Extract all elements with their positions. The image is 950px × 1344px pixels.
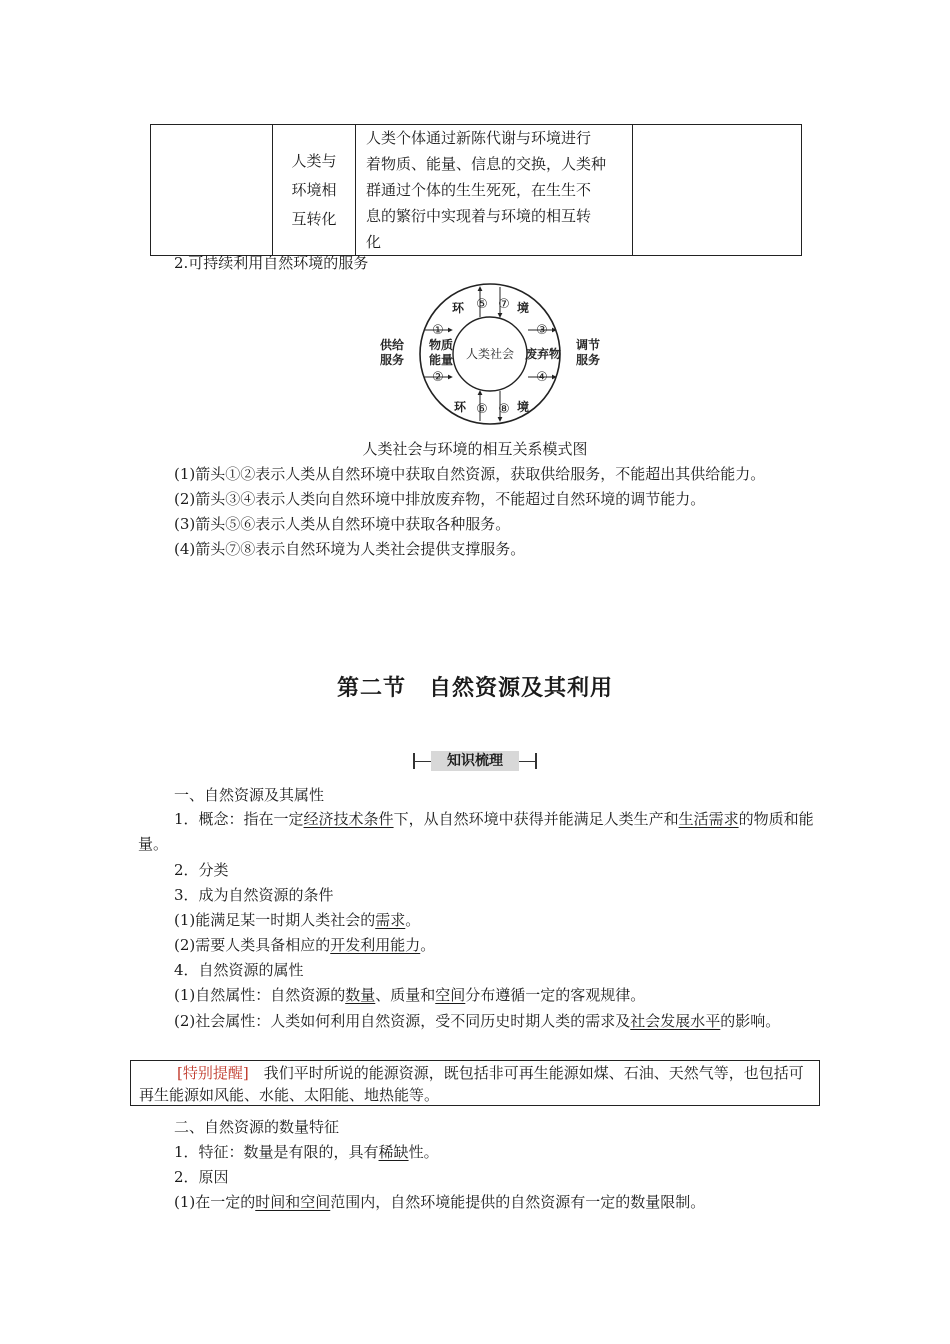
arrow-note-2: (2)箭头③④表示人类向自然环境中排放废弃物，不能超过自然环境的调节能力。 xyxy=(174,490,706,508)
sub-heading-services: 2.可持续利用自然环境的服务 xyxy=(174,254,369,272)
feature-line xyxy=(174,1141,439,1162)
table-cell-empty-left xyxy=(151,125,273,256)
center-label: 人类社会 xyxy=(465,347,515,361)
diagram-caption: 人类社会与环境的相互关系模式图 xyxy=(362,440,588,458)
table-cell-description xyxy=(356,125,633,256)
description-line: 着物质、能量、信息的交换，人类种 xyxy=(366,155,607,173)
description-line: 人类个体通过新陈代谢与环境进行 xyxy=(366,129,592,147)
arrow-num-2: ② xyxy=(432,370,444,385)
relation-diagram xyxy=(380,282,600,432)
attributes-heading: 4．自然资源的属性 xyxy=(174,961,304,979)
bottom-left-char: 环 xyxy=(453,400,467,414)
text: (2)需要人类具备相应的 xyxy=(174,936,331,954)
supply-label-2: 服务 xyxy=(380,353,405,367)
section-title: 第二节 自然资源及其利用 xyxy=(336,676,613,701)
text: 下，从自然环境中获得并能满足人类生产和 xyxy=(393,810,679,828)
topic-line: 人类与 xyxy=(291,151,337,170)
bottom-right-char: 境 xyxy=(516,400,530,414)
arrow-num-1: ① xyxy=(432,323,444,338)
regulate-label-1: 调节 xyxy=(575,338,600,352)
underlined-term: 需求 xyxy=(375,911,406,929)
underlined-term: 开发利用能力 xyxy=(330,936,421,954)
topic-line: 环境相 xyxy=(291,180,337,199)
heading-2: 二、自然资源的数量特征 xyxy=(174,1118,340,1136)
underlined-term: 经济技术条件 xyxy=(303,810,394,828)
reason-1 xyxy=(174,1191,705,1212)
top-right-char: 境 xyxy=(516,301,530,315)
regulate-label-2: 服务 xyxy=(575,353,600,367)
underlined-term: 数量 xyxy=(345,986,376,1004)
text: 的影响。 xyxy=(720,1012,781,1030)
arrow-note-4: (4)箭头⑦⑧表示自然环境为人类社会提供支撑服务。 xyxy=(174,540,526,558)
tip-label: [特别提醒] xyxy=(177,1064,249,1082)
underlined-term: 社会发展水平 xyxy=(630,1012,721,1030)
concept-paragraph xyxy=(138,807,818,857)
topic-line: 互转化 xyxy=(291,209,337,228)
underlined-term: 时间和空间 xyxy=(255,1193,331,1211)
reason-heading: 2．原因 xyxy=(174,1168,229,1186)
text: 范围内，自然环境能提供的自然资源有一定的数量限制。 xyxy=(330,1193,706,1211)
underlined-term: 稀缺 xyxy=(378,1143,409,1161)
tip-text: 我们平时所说的能源资源，既包括非可再生能源如煤、石油、天然气等，也包括可再生能源如风能、水能、太阳能、地热能等。 xyxy=(139,1064,804,1104)
knowledge-banner xyxy=(413,749,537,773)
banner-label: 知识梳理 xyxy=(431,751,519,771)
description-line: 群通过个体的生生死死，在生生不 xyxy=(366,181,592,199)
arrow-num-4: ④ xyxy=(536,370,548,385)
text: 的物质和能量。 xyxy=(138,810,814,853)
text: 。 xyxy=(405,911,421,929)
text: 分布遵循一定的客观规律。 xyxy=(465,986,646,1004)
arrow-num-6: ⑥ xyxy=(476,402,488,417)
table-cell-empty-right xyxy=(633,125,802,256)
text: 1．特征：数量是有限的，具有 xyxy=(174,1143,379,1161)
text: (1)在一定的 xyxy=(174,1193,256,1211)
top-left-char: 环 xyxy=(451,301,465,315)
condition-2 xyxy=(174,934,435,955)
arrow-num-5: ⑤ xyxy=(476,297,488,312)
attribute-social xyxy=(138,1009,818,1034)
relation-table xyxy=(150,124,802,256)
arrow-num-3: ③ xyxy=(536,323,548,338)
text: (2)社会属性：人类如何利用自然资源，受不同历史时期人类的需求及 xyxy=(174,1012,631,1030)
underlined-term: 生活需求 xyxy=(678,810,739,828)
arrow-note-3: (3)箭头⑤⑥表示人类从自然环境中获取各种服务。 xyxy=(174,515,511,533)
attribute-natural xyxy=(174,984,645,1005)
text: (1)能满足某一时期人类社会的 xyxy=(174,911,376,929)
heading-1: 一、自然资源及其属性 xyxy=(174,786,325,804)
condition-1 xyxy=(174,909,420,930)
classify-heading: 2．分类 xyxy=(174,861,229,879)
arrow-note-1: (1)箭头①②表示人类从自然环境中获取自然资源，获取供给服务，不能超出其供给能力。 xyxy=(174,465,766,483)
text: 性。 xyxy=(408,1143,439,1161)
text: (1)自然属性：自然资源的 xyxy=(174,986,346,1004)
special-tip-box xyxy=(130,1060,820,1106)
description-line: 化 xyxy=(366,233,382,251)
left-inner-1: 物质 xyxy=(428,338,454,352)
underlined-term: 空间 xyxy=(435,986,466,1004)
supply-label-1: 供给 xyxy=(380,338,405,352)
arrow-num-8: ⑧ xyxy=(498,402,510,417)
table-cell-topic xyxy=(273,125,356,256)
text: 。 xyxy=(420,936,436,954)
text: 、质量和 xyxy=(375,986,436,1004)
arrow-num-7: ⑦ xyxy=(498,297,510,312)
conditions-heading: 3．成为自然资源的条件 xyxy=(174,886,334,904)
left-inner-2: 能量 xyxy=(428,353,454,367)
right-inner: 废弃物 xyxy=(524,347,562,361)
text: 1．概念：指在一定 xyxy=(174,810,304,828)
description-line: 息的繁衍中实现着与环境的相互转 xyxy=(366,207,592,225)
